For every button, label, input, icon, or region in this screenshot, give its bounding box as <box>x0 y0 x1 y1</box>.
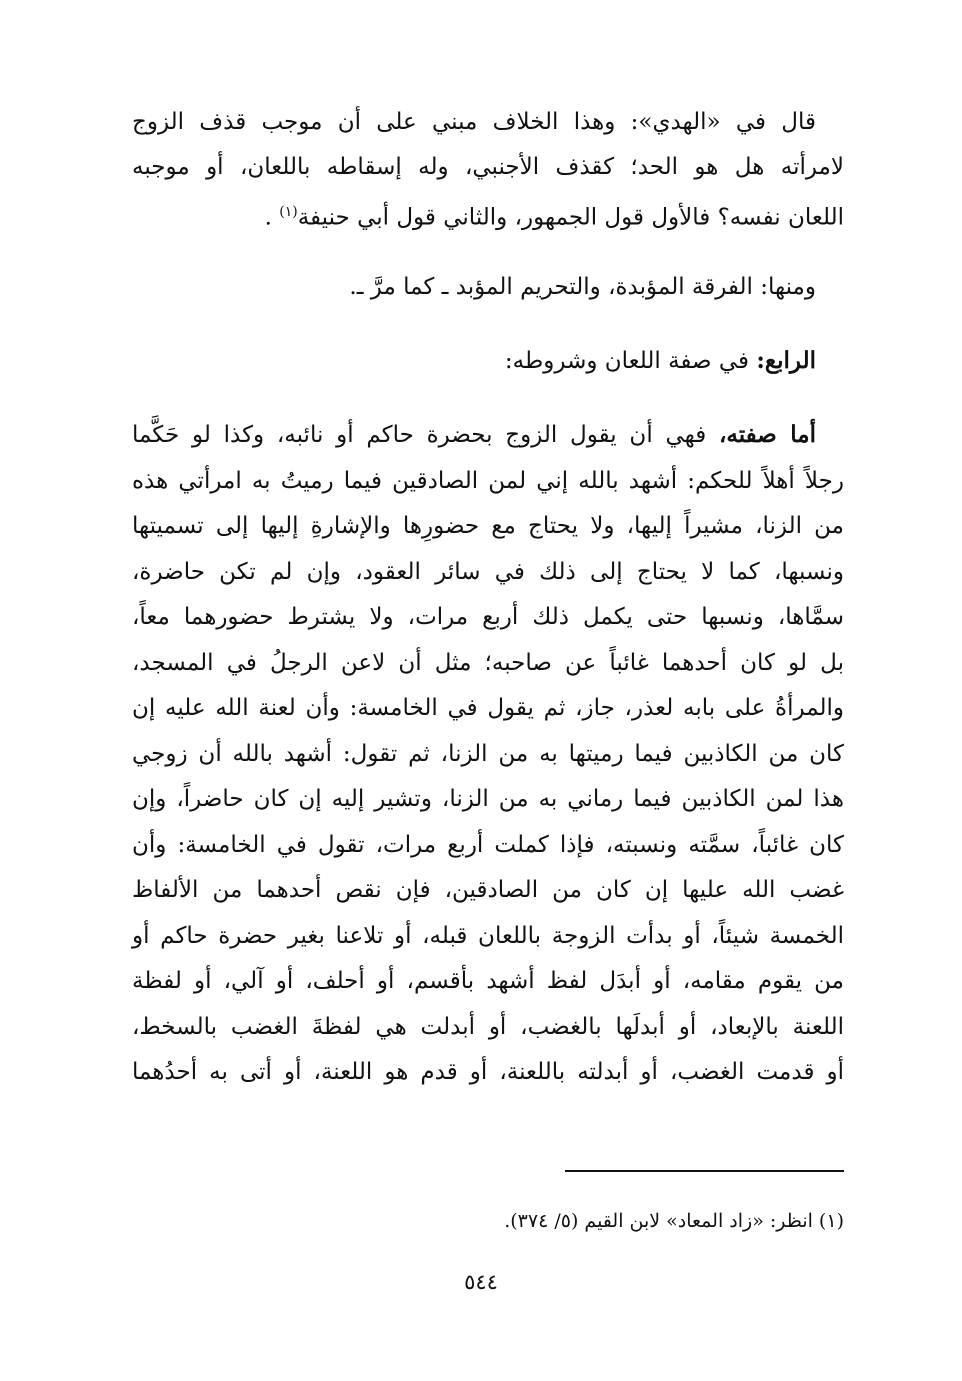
text: . <box>264 204 280 231</box>
bold-lead: أما صفته، <box>718 421 816 448</box>
text: قال في «الهدي»: وهذا الخلاف مبني على أن موجب قذف الزوج <box>132 109 816 135</box>
text-line: من يقوم مقامه، أو أبدَل لفظ أشهد بأقسم، أو أحلف، أو آلي، أو لفظة <box>132 968 844 994</box>
text-line: اللعنة بالإبعاد، أو أبدلَها بالغضب، أو أبدلت هي لفظةَ الغضب بالسخط، <box>132 1014 844 1040</box>
text-line: أو قدمت الغضب، أو أبدلته باللعنة، أو قدم هو اللعنة، أو أتى به أحدُهما <box>132 1059 844 1085</box>
text-line <box>132 420 844 450</box>
text-line: غضب الله عليها إن كان من الصادقين، فإن نقص أحدهما من الألفاظ <box>132 877 844 903</box>
text-line: كان من الكاذبين فيما رميتها به من الزنا، ثم تقول: أشهد بالله أن زوجي <box>132 741 844 767</box>
text-line: ومنها: الفرقة المؤبدة، والتحريم المؤبد ـ كما مرَّ ـ. <box>349 274 816 300</box>
heading-text: في صفة اللعان وشروطه: <box>504 348 757 374</box>
text-line: هذا لمن الكاذبين فيما رماني به من الزنا، وتشير إليه إن كان حاضراً، وإن <box>132 786 844 812</box>
text-line: سمَّاها، ونسبها حتى يكمل ذلك أربع مرات، ولا يشترط حضورهما معاً، <box>132 604 844 630</box>
text-line: ونسبها، كما لا يحتاج إلى ذلك في سائر العقود، وإن لم تكن حاضرة، <box>132 559 844 585</box>
footnote-divider <box>565 1170 844 1172</box>
text-line <box>132 197 844 233</box>
text: اللعان نفسه؟ فالأول قول الجمهور، والثاني قول أبي حنيفة <box>297 204 844 231</box>
text-line <box>132 107 844 137</box>
text-line: من الزنا، مشيراً إليها، ولا يحتاج مع حضورِها والإشارةِ إليها إلى تسميتها <box>132 513 844 539</box>
heading-label: الرابع: <box>756 347 816 374</box>
section-heading <box>132 346 844 376</box>
text-line: بل لو كان أحدهما غائباً عن صاحبه؛ مثل أن لاعن الرجلُ في المسجد، <box>132 650 844 676</box>
text-line: لامرأته هل هو الحد؛ كقذف الأجنبي، وله إسقاطه باللعان، أو موجبه <box>132 154 844 180</box>
text-line: كان غائباً، سمَّته ونسبته، فإذا كملت أربع مرات، تقول في الخامسة: وأن <box>132 832 844 858</box>
page-number: ٥٤٤ <box>464 1270 498 1294</box>
text-line: والمرأةُ على بابه لعذر، جاز، ثم يقول في الخامسة: وأن لعنة الله عليه إن <box>132 695 844 721</box>
footnote: (١) انظر: «زاد المعاد» لابن القيم (٥/ ٣٧٤). <box>504 1210 844 1232</box>
text-line: الخمسة شيئاً، أو بدأت الزوجة باللعان قبله، أو تلاعنا بغير حضرة حاكم أو <box>132 923 844 949</box>
text: فهي أن يقول الزوج بحضرة حاكم أو نائبه، وكذا لو حَكَّما <box>132 422 719 448</box>
footnote-ref[interactable]: (١) <box>279 204 298 220</box>
text-line: رجلاً أهلاً للحكم: أشهد بالله إني لمن الصادقين فيما رميتُ به امرأتي هذه <box>132 468 844 494</box>
